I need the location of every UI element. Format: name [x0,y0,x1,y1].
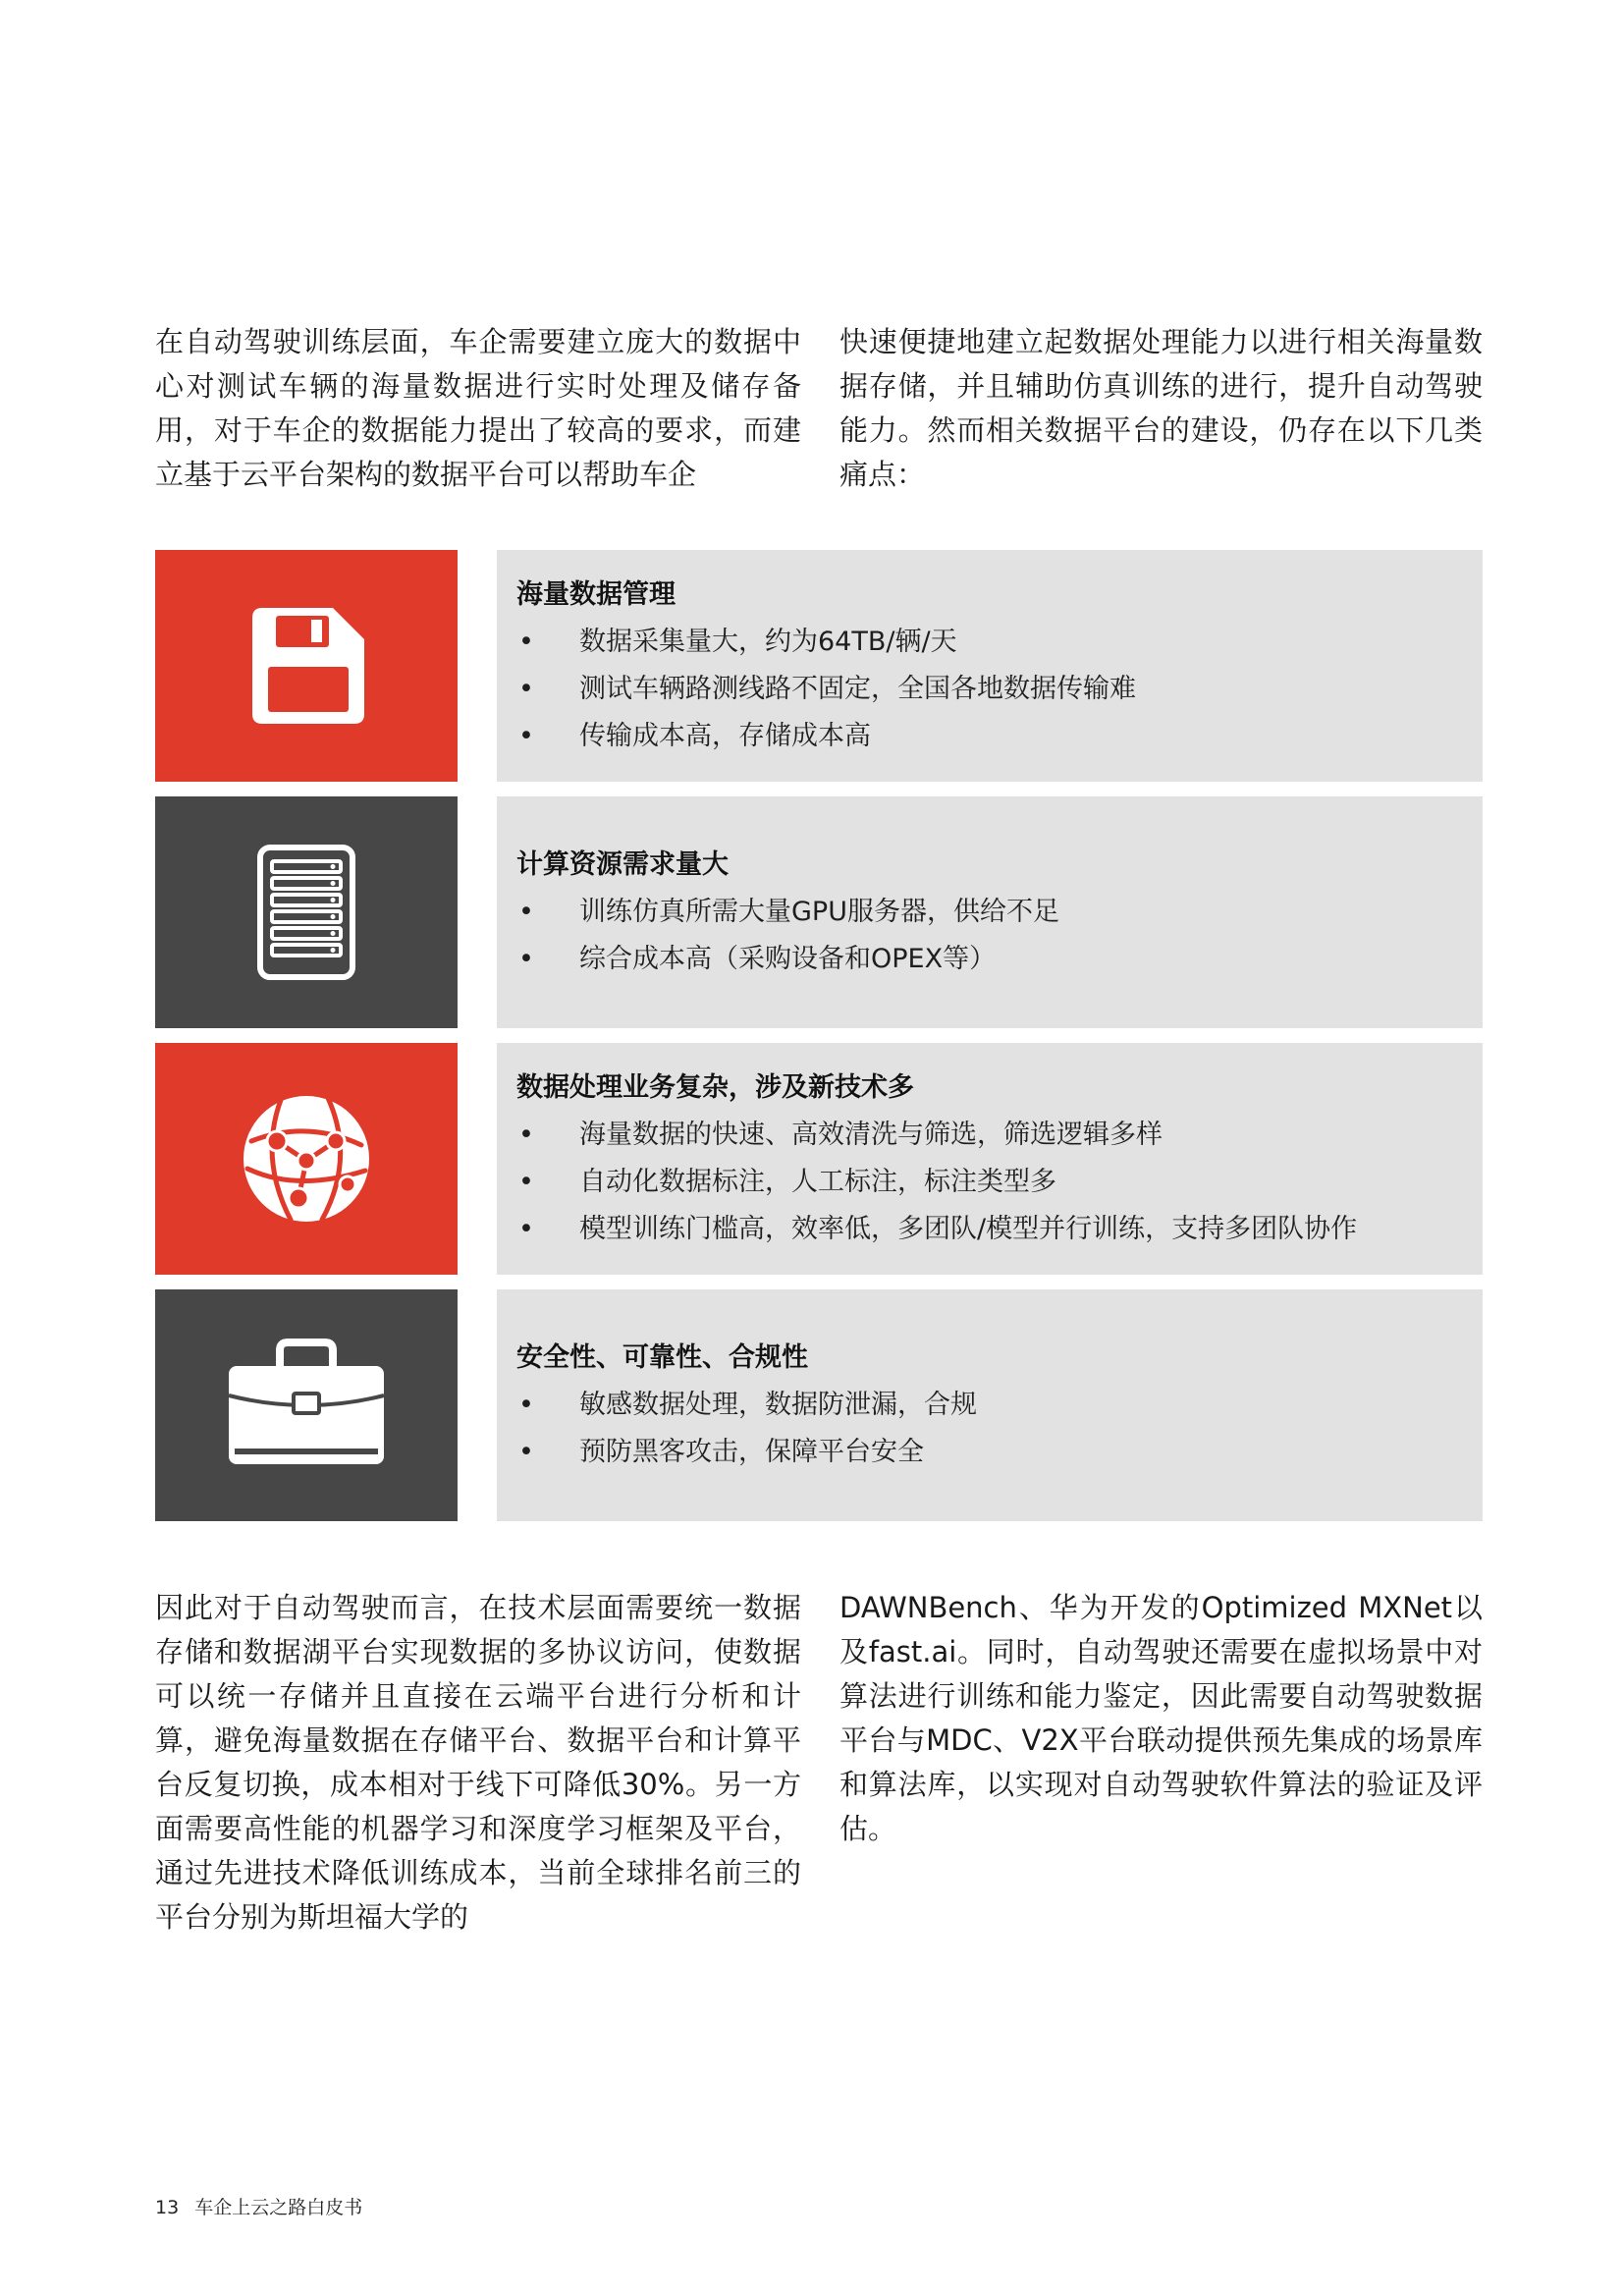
pain-point-row-security [155,1289,1483,1521]
intro-column-right [839,320,1483,497]
list-item: • 模型训练门槛高，效率低，多团队/模型并行训练，支持多团队协作 [516,1206,1483,1253]
briefcase-icon [223,1337,390,1474]
pain-point-list [516,1382,1483,1476]
pain-point-title: 安全性、可靠性、合规性 [516,1342,808,1373]
floppy-disk-icon [243,602,370,730]
pain-point-info [497,1289,1483,1521]
pain-point-title: 计算资源需求量大 [516,849,729,880]
document-title: 车企上云之路白皮书 [194,2197,363,2218]
pain-point-icon-tile [155,550,458,782]
intro-paragraph-left: 在自动驾驶训练层面，车企需要建立庞大的数据中心对测试车辆的海量数据进行实时处理及储存备用，对于车企的数据能力提出了较高的要求，而建立基于云平台架构的数据平台可以帮助车企 [155,325,801,491]
list-item: • 自动化数据标注，人工标注，标注类型多 [516,1159,1483,1206]
list-item: • 数据采集量大，约为64TB/辆/天 [516,619,1483,666]
list-item: • 传输成本高，存储成本高 [516,713,1483,760]
page-number: 13 [155,2197,180,2218]
pain-point-list [516,619,1483,760]
outro-paragraph-right: DAWNBench、华为开发的Optimized MXNet以及fast.ai。同时，自动驾驶还需要在虚拟场景中对算法进行训练和能力鉴定，因此需要自动驾驶数据平台与MDC、V2X平台联动提供预先集成的场景库和算法库，以实现对自动驾驶软件算法的验证及评估。 [839,1591,1483,1845]
pain-point-info [497,550,1483,782]
pain-point-info [497,1043,1483,1275]
server-rack-icon [252,844,360,981]
pain-point-row-data-management [155,550,1483,782]
pain-point-info [497,796,1483,1028]
pain-point-row-compute-resources [155,796,1483,1028]
pain-point-title: 海量数据管理 [516,579,676,610]
outro-column-right [839,1586,1483,1851]
list-item: • 训练仿真所需大量GPU服务器，供给不足 [516,889,1483,936]
pain-point-row-data-processing [155,1043,1483,1275]
page-footer [155,2196,362,2219]
outro-paragraph-left: 因此对于自动驾驶而言，在技术层面需要统一数据存储和数据湖平台实现数据的多协议访问，使数据可以统一存储并且直接在云端平台进行分析和计算，避免海量数据在存储平台、数据平台和计算平台反复切换，成本相对于线下可降低30%。另一方面需要高性能的机器学习和深度学习框架及平台，通过先进技术降低训练成本，当前全球排名前三的平台分别为斯坦福大学的 [155,1591,801,1934]
intro-column-left [155,320,801,497]
list-item: • 综合成本高（采购设备和OPEX等） [516,936,1483,983]
pain-point-list [516,889,1483,983]
pain-point-title: 数据处理业务复杂，涉及新技术多 [516,1072,914,1103]
intro-paragraph-right: 快速便捷地建立起数据处理能力以进行相关海量数据存储，并且辅助仿真训练的进行，提升自动驾驶能力。然而相关数据平台的建设，仍存在以下几类痛点： [839,325,1483,491]
pain-point-icon-tile [155,1289,458,1521]
list-item: • 测试车辆路测线路不固定，全国各地数据传输难 [516,666,1483,713]
list-item: • 预防黑客攻击，保障平台安全 [516,1429,1483,1476]
network-globe-icon [238,1090,375,1228]
pain-point-icon-tile [155,1043,458,1275]
pain-point-list [516,1112,1483,1253]
list-item: • 敏感数据处理，数据防泄漏，合规 [516,1382,1483,1429]
pain-point-icon-tile [155,796,458,1028]
outro-column-left [155,1586,801,1940]
list-item: • 海量数据的快速、高效清洗与筛选，筛选逻辑多样 [516,1112,1483,1159]
